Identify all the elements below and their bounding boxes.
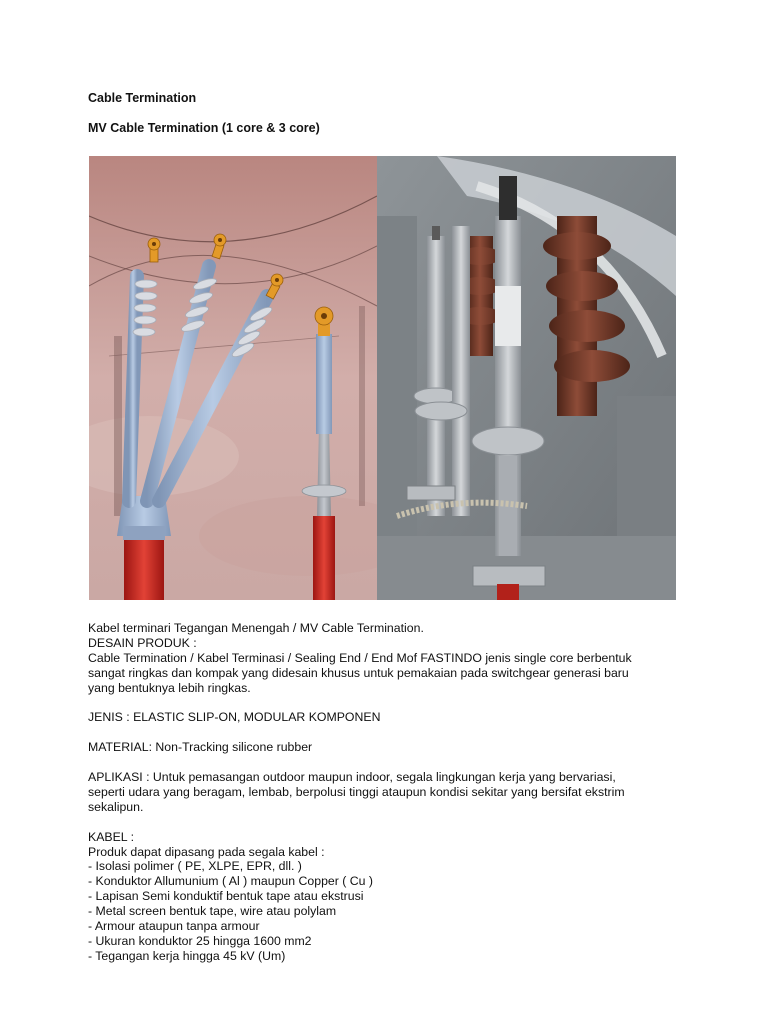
switchgear-installation-photo (377, 156, 676, 600)
list-item: - Ukuran konduktor 25 hingga 1600 mm2 (88, 933, 312, 948)
aplikasi-line: sekalipun. (88, 799, 144, 814)
material-line: MATERIAL: Non-Tracking silicone rubber (88, 740, 313, 755)
description-text (88, 621, 688, 964)
list-item: - Lapisan Semi konduktif bentuk tape atau ekstrusi (88, 889, 364, 904)
desain-label: DESAIN PRODUK : (88, 635, 197, 650)
list-item: - Tegangan kerja hingga 45 kV (Um) (88, 948, 286, 963)
list-item: - Metal screen bentuk tape, wire atau polylam (88, 904, 337, 919)
outdoor-termination-photo (89, 156, 377, 600)
kabel-label: KABEL : (88, 829, 135, 844)
desain-line: sangat ringkas dan kompak yang didesain khusus untuk pemakaian pada switchgear generasi baru (88, 665, 629, 680)
intro-line: Kabel terminari Tegangan Menengah / MV Cable Termination. (88, 621, 424, 635)
desain-line: Cable Termination / Kabel Terminasi / Sealing End / End Mof FASTINDO jenis single core berbentuk (88, 650, 632, 665)
list-item: - Konduktor Allumunium ( Al ) maupun Copper ( Cu ) (88, 874, 374, 889)
aplikasi-line: seperti udara yang beragam, lembab, berpolusi tinggi ataupun kondisi sekitar yang bersifat ekstrim (88, 784, 625, 799)
aplikasi-line: APLIKASI : Untuk pemasangan outdoor maupun indoor, segala lingkungan kerja yang bervariasi, (88, 770, 616, 785)
kabel-list (88, 859, 688, 963)
list-item: - Armour ataupun tanpa armour (88, 919, 260, 934)
page-title: Cable Termination (88, 91, 197, 105)
kabel-intro: Produk dapat dipasang pada segala kabel : (88, 844, 325, 859)
jenis-line: JENIS : ELASTIC SLIP-ON, MODULAR KOMPONEN (88, 710, 381, 725)
list-item: - Isolasi polimer ( PE, XLPE, EPR, dll. ) (88, 859, 302, 874)
product-photo (89, 156, 676, 600)
desain-line: yang bentuknya lebih ringkas. (88, 680, 251, 695)
section-title: MV Cable Termination (1 core & 3 core) (88, 121, 320, 135)
